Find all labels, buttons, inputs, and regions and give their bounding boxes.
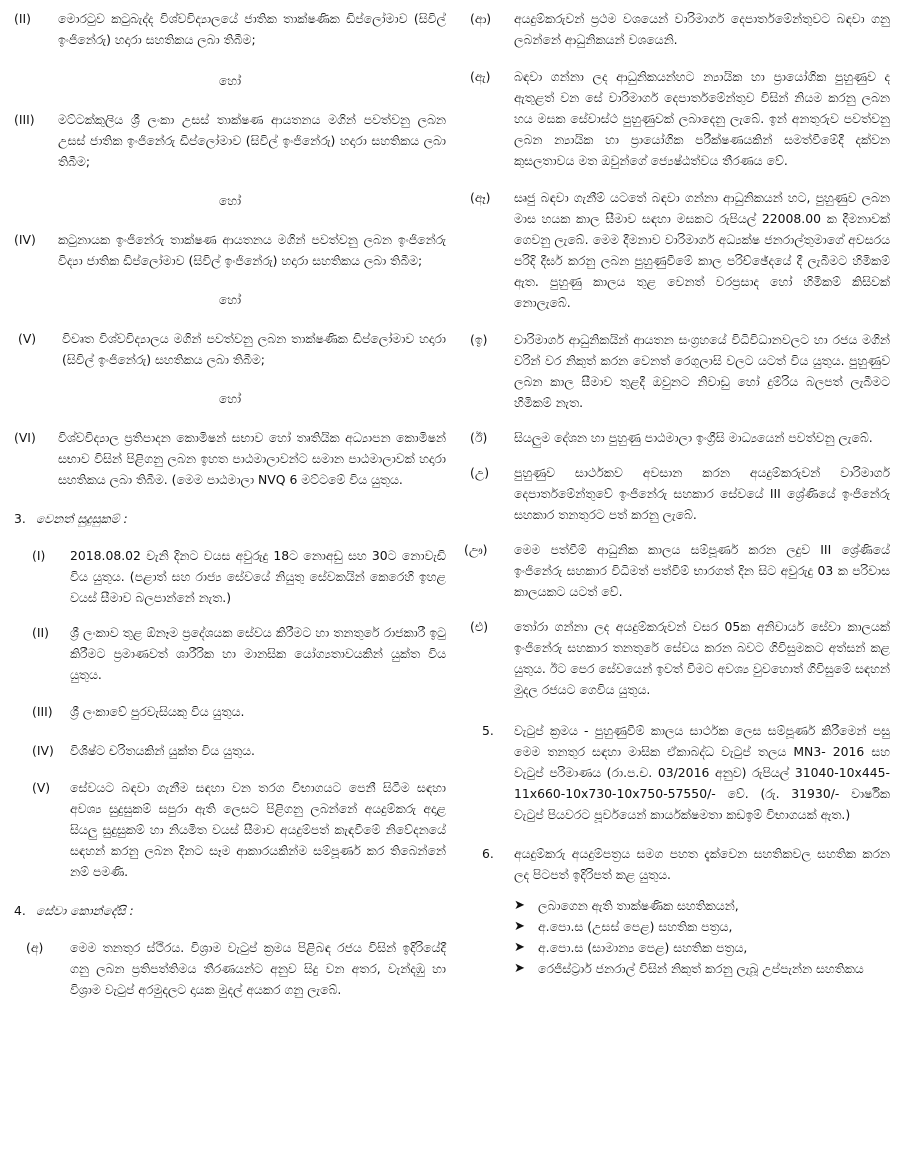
- requirement-item: [14, 622, 446, 685]
- condition-item: [470, 8, 890, 50]
- item-number: (II): [14, 11, 31, 26]
- requirement-item: [14, 701, 446, 722]
- arrow-bullet-icon: ➤: [514, 940, 525, 955]
- item-number: (VI): [14, 430, 36, 445]
- section-title: සේවා කොන්දේසි :: [35, 903, 134, 918]
- item-text: මෙම තනතුර ස්ථිරය. විශ්‍රාම වැටුප් ක්‍රමය පිළිබඳ රජය විසින් ඉදිරියේදී ගනු ලබන ප්‍රතිපත්තිමය තීරණයන්ට අනුව සිදු වන අතර, වැන්දඹු හා විශ්‍රාම වැටුප් අරමුදලට දායක මුදල් අයකර ගනු ලැබේ.: [70, 940, 446, 997]
- item-number: (ඌ): [464, 542, 488, 557]
- list-item: [514, 937, 890, 958]
- qualification-item: [14, 109, 446, 172]
- item-number: (I): [32, 548, 46, 563]
- condition-item: [14, 937, 446, 1000]
- or-separator: හෝ: [218, 73, 242, 88]
- item-number: (ඇ): [470, 69, 491, 84]
- item-number: (අ): [26, 940, 44, 955]
- item-number: (II): [32, 625, 49, 640]
- item-number: (උ): [470, 465, 490, 480]
- item-text: සෘජු බඳවා ගැනීම් යටතේ බඳවා ගන්නා ආධුනිකයන් හට, පුහුණුව ලබන මාස හයක කාල සීමාව සඳහා මසකට රුපියල් 22008.00 ක දීමනාවක් ගෙවනු ලැබේ. මෙම දීමනාව වාරිමාර්ග අධ්‍යක්ෂ ජනරාල්තුමාගේ අවසරය පරිදි දීර්ඝ කරනු ලබන පුහුණුවීමේ කාල පරිච්ඡේදයේ දී ලැබීමට හිමිකම් ඇත. පුහුණු කාලය තුළ වෙනත් වරප්‍රසාද හෝ හිමිකම් කිසිවක් නොලැබේ.: [514, 190, 890, 310]
- item-text: මොරටුව කටුබැද්ද විශ්වවිද්‍යාලයේ ජාතික තාක්ෂණික ඩිප්ලෝමාව (සිවිල් ඉංජිනේරු) හදාරා සහතිකය ලබා තිබීම;: [58, 11, 446, 47]
- item-text: ශ්‍රී ලංකාවේ පුරවැසියකු විය යුතුය.: [70, 704, 245, 719]
- condition-item: [470, 187, 890, 313]
- item-number: (V): [32, 780, 51, 795]
- arrow-bullet-icon: ➤: [514, 961, 525, 976]
- arrow-bullet-icon: ➤: [514, 919, 525, 934]
- section-number: 4.: [14, 903, 26, 918]
- or-separator: හෝ: [218, 391, 242, 406]
- or-separator: හෝ: [218, 193, 242, 208]
- condition-item: [470, 427, 890, 448]
- item-number: (ඉ): [470, 332, 488, 347]
- list-item: [514, 958, 890, 979]
- item-text: මෙම පත්වීම් ආධුනික කාලය සම්පූර්ණ කරන ලදුව III ශ්‍රේණියේ ඉංජිනේරු සහකාර විධිමත් පත්වීම් භාරගත් දින සිට අවුරුදු 03 ක පරිවාස කාලයකට යටත් වේ.: [514, 542, 890, 599]
- item-text: ශ්‍රී ලංකාව තුළ ඕනෑම ප්‍රදේශයක සේවය කිරීමට හා තනතුරේ රාජකාරී ඉටු කිරීමට ප්‍රමාණවත් ශාරීරික හා මානසික යෝග්‍යතාවයකින් යුක්ත විය යුතුය.: [70, 625, 446, 682]
- condition-item: [470, 66, 890, 171]
- item-number: (III): [32, 704, 53, 719]
- item-number: (III): [14, 112, 35, 127]
- item-text: පුහුණුව සාර්ථකව අවසාන කරන අයදුම්කරුවන් වාරිමාර්ග දෙපාර්තමේන්තුවේ ඉංජිනේරු සහකාර සේවයේ III ශ්‍රේණියේ ඉංජිනේරු සහකාර තනතුරට පත් කරනු ලැබේ.: [514, 465, 890, 522]
- condition-item: [470, 462, 890, 525]
- condition-item: [470, 329, 890, 413]
- item-text: අයදුම්කරුවන් ප්‍රථම වශයෙන් වාරිමාර්ග දෙපාර්තමේන්තුවට බඳවා ගනු ලබන්නේ ආධුනිකයන් වශයෙනි.: [514, 11, 890, 47]
- qualification-item: [14, 328, 446, 370]
- requirement-item: [14, 777, 446, 882]
- item-number: (ඈ): [470, 190, 491, 205]
- list-item-text: අ.පො.ස (සාමාන්‍ය පෙළ) සහතික පත්‍රය,: [538, 940, 748, 955]
- documents-text: අයදුම්කරු අයදුම්පත්‍රය සමග පහත දැක්වෙන සහතිකවල සහතික කරන ලද පිටපත් ඉදිරිපත් කළ යුතුය.: [514, 846, 890, 882]
- item-text: විශිෂ්ට චරිතයකින් යුක්ත විය යුතුය.: [70, 743, 255, 758]
- item-text: සේවයට බඳවා ගැනීම සඳහා වන තරග විභාගයට පෙනී සිටීම සඳහා අවශ්‍ය සුදුසුකම් සපුරා ඇති ලෙසට පිළිගනු ලබන්නේ අයදුම්කරු අදාළ සියලු සුදුසුකම් හා නියමිත වයස් සීමාව අයදුම්පත් කැඳවීමේ නිවේදනයේ සඳහන් කරනු ලබන දිනට සෑම ආකාරයකින්ම සම්පූර්ණ කර තිබෙන්නේ නම් පමණි.: [70, 780, 446, 879]
- certificate-list: [470, 895, 890, 979]
- or-separator: හෝ: [218, 292, 242, 307]
- section-number: 6.: [482, 846, 494, 861]
- item-text: සියලුම දේශන හා පුහුණු පාඨමාලා ඉංග්‍රීසි මාධ්‍යයෙන් පවත්වනු ලැබේ.: [514, 430, 873, 445]
- arrow-bullet-icon: ➤: [514, 898, 525, 913]
- item-number: (ඊ): [470, 430, 488, 445]
- section-number: 3.: [14, 511, 26, 526]
- documents-section: [470, 843, 890, 885]
- section-heading: [14, 900, 446, 921]
- left-column: [14, 8, 446, 1000]
- list-item-text: අ.පො.ස (උසස් පෙළ) සහතික පත්‍රය,: [538, 919, 733, 934]
- section-title: වෙනත් සුදුසුකම් :: [35, 511, 128, 526]
- qualification-item: [14, 427, 446, 490]
- item-text: වාරිමාර්ග ආධුනිකයින් ආයතන සංග්‍රහයේ විධිවිධානවලට හා රජය මගින් වරින් වර නිකුත් කරන වෙනත් රෙගුලාසි වලට යටත් විය යුතුය. පුහුණුව ලබන කාල සීමාව තුළදී ඔවුනට නිවාඩු හෝ දුම්රිය බලපත් ලැබීමට හිමිකම් නැත.: [514, 332, 890, 410]
- list-item: [514, 916, 890, 937]
- item-text: බඳවා ගන්නා ලද ආධුනිකයන්හට න්‍යායික හා ප්‍රායෝගික පුහුණුව ද ඇතුළත් වන සේ වාරිමාර්ග දෙපාර්තමේන්තුව විසින් නියම කරනු ලබන හය මසක සේවාස්ථ පුහුණුවක් ලබාදෙනු ලැබේ. ඉන් අනතුරුව පවත්වනු ලබන න්‍යායික හා ප්‍රායෝගික පරීක්ෂණයකින් සමත්වීමේදී දක්වන කුසලතාවය මත ඔවුන්ගේ ජ්‍යෙෂ්ඨත්වය තීරණය වේ.: [514, 69, 890, 168]
- qualification-item: [14, 8, 446, 50]
- qualification-item: [14, 229, 446, 271]
- salary-section: [470, 720, 890, 825]
- item-text: මට්ටක්කුලිය ශ්‍රී ලංකා උසස් තාක්ෂණ ආයතනය මගින් පවත්වනු ලබන උසස් ජාතික ඉංජිනේරු ඩිප්ලෝමාව (සිවිල් ඉංජිනේරු) හදාරා සහතිකය ලබා තිබීම;: [58, 112, 446, 169]
- item-text: කටුනායක ඉංජිනේරු තාක්ෂණ ආයතනය මගින් පවත්වනු ලබන ඉංජිනේරු විද්‍යා ජාතික ඩිප්ලෝමාව (සිවිල් ඉංජිනේරු) හදාරා සහතිකය ලබා තිබීම;: [58, 232, 446, 268]
- item-text: 2018.08.02 වැනි දිනට වයස අවුරුදු 18ට නොඅඩු සහ 30ට නොවැඩි විය යුතුය. (පළාත් සහ රාජ්‍ය සේවයේ නියුතු සේවකයින් කෙරෙහි ඉහළ වයස් සීමාව බලපාන්නේ නැත.): [70, 548, 446, 605]
- right-column: [464, 8, 890, 979]
- list-item: [514, 895, 890, 916]
- item-text: විවෘත විශ්වවිද්‍යාලය මගින් පවත්වනු ලබන තාක්ෂණික ඩිප්ලෝමාව හදාරා (සිවිල් ඉංජිනේරු) සහතිකය ලබා තිබීම;: [62, 331, 446, 367]
- item-text: තෝරා ගන්නා ලද අයදුම්කරුවන් වසර 05ක අනිවාර්ය සේවා කාලයක් ඉංජිනේරු සහකාර තනතුරේ සේවය කරන බවට ගිවිසුමකට අත්සන් කළ යුතුය. ඊට පෙර සේවයෙන් ඉවත් වීමට අවශ්‍ය වුවහොත් ගිවිසුමේ සඳහන් මුදල රජයට ගෙවිය යුතුය.: [514, 619, 890, 697]
- requirement-item: [14, 740, 446, 761]
- requirement-item: [14, 545, 446, 608]
- item-number: (V): [18, 331, 37, 346]
- item-number: (IV): [14, 232, 36, 247]
- condition-item: [464, 539, 890, 602]
- list-item-text: රෙජිස්ට්‍රාර් ජනරාල් විසින් නිකුත් කරනු ලැබූ උප්පැන්න සහතිකය: [538, 961, 864, 976]
- item-number: (එ): [470, 619, 489, 634]
- section-number: 5.: [482, 723, 494, 738]
- condition-item: [470, 616, 890, 700]
- item-number: (ආ): [470, 11, 492, 26]
- section-heading: [14, 508, 446, 529]
- salary-text: වැටුප් ක්‍රමය - පුහුණුවීම් කාලය සාර්ථක ලෙස සම්පූර්ණ කිරීමෙන් පසු මෙම තනතුර සඳහා මාසික ඒකාබද්ධ වැටුප් තලය MN3- 2016 සහ වැටුප් පරිමාණය (රා.ප.ච. 03/2016 අනුව) රුපියල් 31040-10x445-11x660-10x730-10x750-57550/- වේ. (රු. 31930/- වාර්ෂික වැටුප් පියවරට පූර්වයෙන් කාර්යක්ෂමතා කඩඉම් විභාගයක් ඇත.): [514, 723, 890, 822]
- item-text: විශ්වවිද්‍යාල ප්‍රතිපාදන කොමිෂන් සභාව හෝ තෘතියික අධ්‍යාපන කොමිෂන් සභාව විසින් පිළිගනු ලබන ඉහත පාඨමාලාවන්ට සමාන පාඨමාලාවක් හදාරා සහතිකය ලබා තිබීම. (මෙම පාඨමාලා NVQ 6 මට්ටමේ විය යුතුය.: [58, 430, 446, 487]
- item-number: (IV): [32, 743, 54, 758]
- list-item-text: ලබාගෙන ඇති තාක්ෂණික සහතිකයන්,: [538, 898, 739, 913]
